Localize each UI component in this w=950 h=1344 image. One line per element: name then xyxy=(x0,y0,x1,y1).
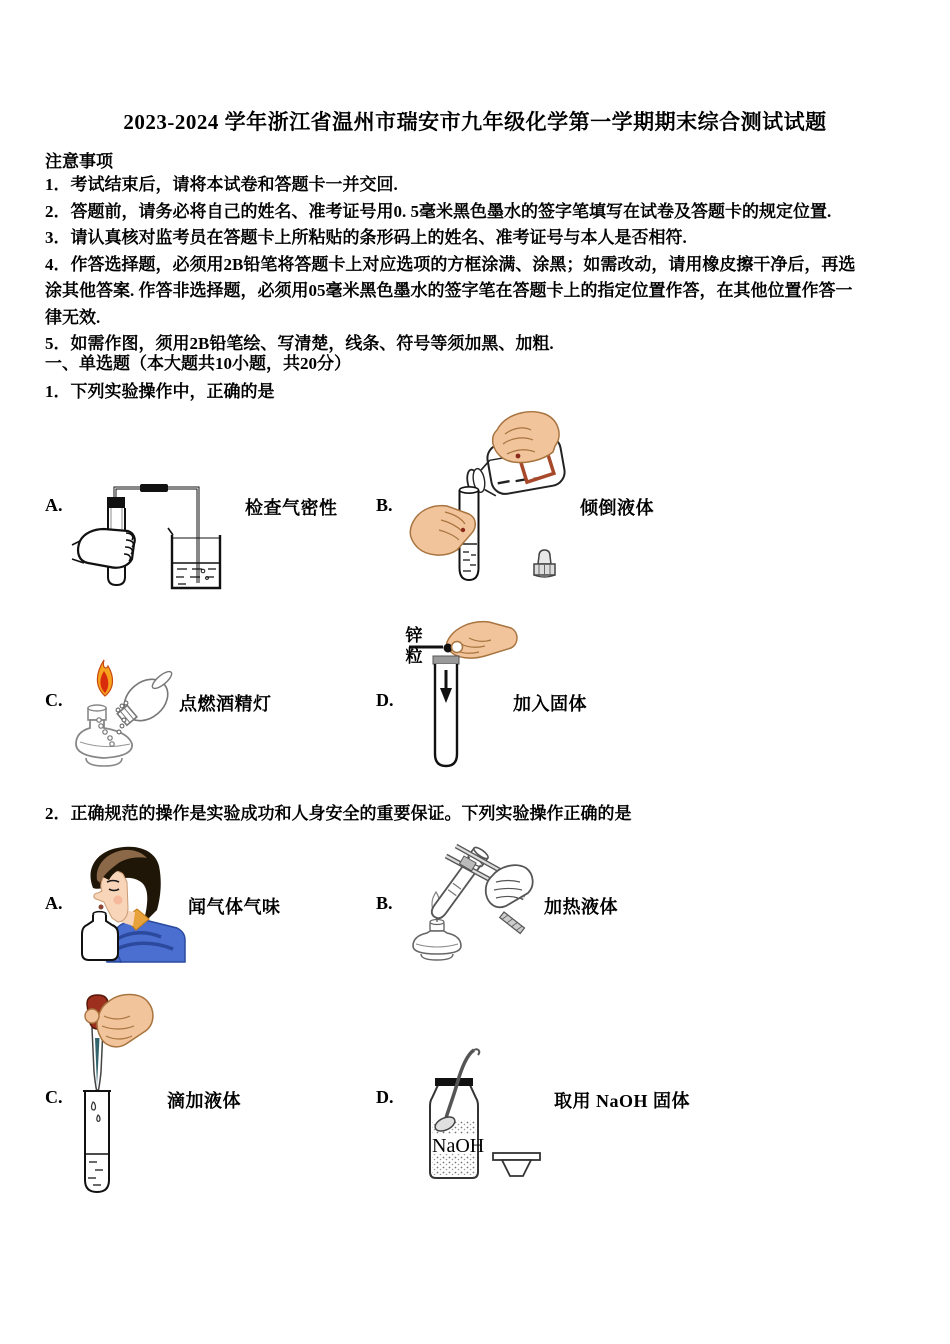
test-tube-icon xyxy=(83,1091,111,1192)
question-2-stem: 2．正确规范的操作是实验成功和人身安全的重要保证。下列实验操作正确的是 xyxy=(45,804,632,823)
stopper-icon xyxy=(534,550,555,577)
q2-option-d-caption: 取用 NaOH 固体 xyxy=(554,1091,691,1111)
heating-liquid-illustration xyxy=(400,836,535,968)
fingertip-icon xyxy=(452,642,463,653)
q1-option-d-caption: 加入固体 xyxy=(513,694,587,714)
q1-option-a-letter: A. xyxy=(45,495,63,515)
q2-option-d-letter: D. xyxy=(376,1087,394,1107)
hand-icon xyxy=(72,529,135,568)
pouring-hand-icon xyxy=(493,412,559,463)
q2-option-a-caption: 闻气体气味 xyxy=(188,897,281,917)
drop-icon xyxy=(97,1115,100,1121)
beaker-icon xyxy=(168,528,220,588)
q1-option-d-letter: D. xyxy=(376,690,394,710)
q2-option-c-caption: 滴加液体 xyxy=(167,1091,241,1111)
lighting-alcohol-lamp-illustration xyxy=(72,648,180,774)
tilted-alcohol-lamp-icon xyxy=(116,669,176,734)
dropping-liquid-illustration xyxy=(78,992,158,1196)
q2-option-c-letter: C. xyxy=(45,1087,63,1107)
page-title: 2023-2024 学年浙江省温州市瑞安市九年级化学第一学期期末综合测试试题 xyxy=(123,110,827,134)
q1-option-c-caption: 点燃酒精灯 xyxy=(179,694,272,714)
q1-option-b-caption: 倾倒液体 xyxy=(580,498,654,518)
q1-option-b-letter: B. xyxy=(376,495,393,515)
smelling-gas-illustration xyxy=(73,838,203,970)
drop-icon xyxy=(92,1102,96,1110)
notice-item: 3．请认真核对监考员在答题卡上所粘贴的条形码上的姓名、准考证号与本人是否相符. xyxy=(45,228,687,247)
bottle-lid-icon xyxy=(493,1153,540,1176)
q1-option-c-letter: C. xyxy=(45,690,63,710)
notice-item: 4．作答选择题，必须用2B铅笔将答题卡上对应选项的方框涂满、涂黑；如需改动，请用橡皮擦干净后，再选涂其他答案. 作答非选择题，必须用05毫米黑色墨水的签字笔在答题卡上的指定位置作答，在其他位置作答一律无效. xyxy=(45,254,856,327)
notice-item: 5．如需作图，须用2B铅笔绘、写清楚，线条、符号等须加黑、加粗. xyxy=(45,334,554,353)
notice-list xyxy=(45,172,860,358)
match-stick-icon xyxy=(500,912,525,934)
section-heading: 一、单选题（本大题共10小题，共20分） xyxy=(45,354,351,373)
flame-icon xyxy=(97,660,112,696)
q2-option-b-caption: 加热液体 xyxy=(544,897,618,917)
question-1-stem: 1．下列实验操作中，正确的是 xyxy=(45,382,275,401)
q2-option-b-letter: B. xyxy=(376,893,393,913)
airtightness-check-illustration xyxy=(70,483,222,590)
zinc-granule-label: 锌粒 xyxy=(405,626,423,666)
hand-icon xyxy=(486,865,533,907)
q1-option-a-caption: 检查气密性 xyxy=(245,498,338,518)
notice-heading: 注意事项 xyxy=(45,152,113,171)
naoh-solid-illustration xyxy=(418,1046,543,1186)
q2-option-a-letter: A. xyxy=(45,893,63,913)
naoh-bottle-label: NaOH xyxy=(432,1135,485,1157)
notice-item: 2．答题前，请务必将自己的姓名、准考证号用0. 5毫米黑色墨水的签字笔填写在试卷及答题卡的规定位置. xyxy=(45,201,832,221)
pouring-liquid-illustration xyxy=(405,408,570,588)
notice-item: 1．考试结束后，请将本试卷和答题卡一并交回. xyxy=(45,175,398,194)
